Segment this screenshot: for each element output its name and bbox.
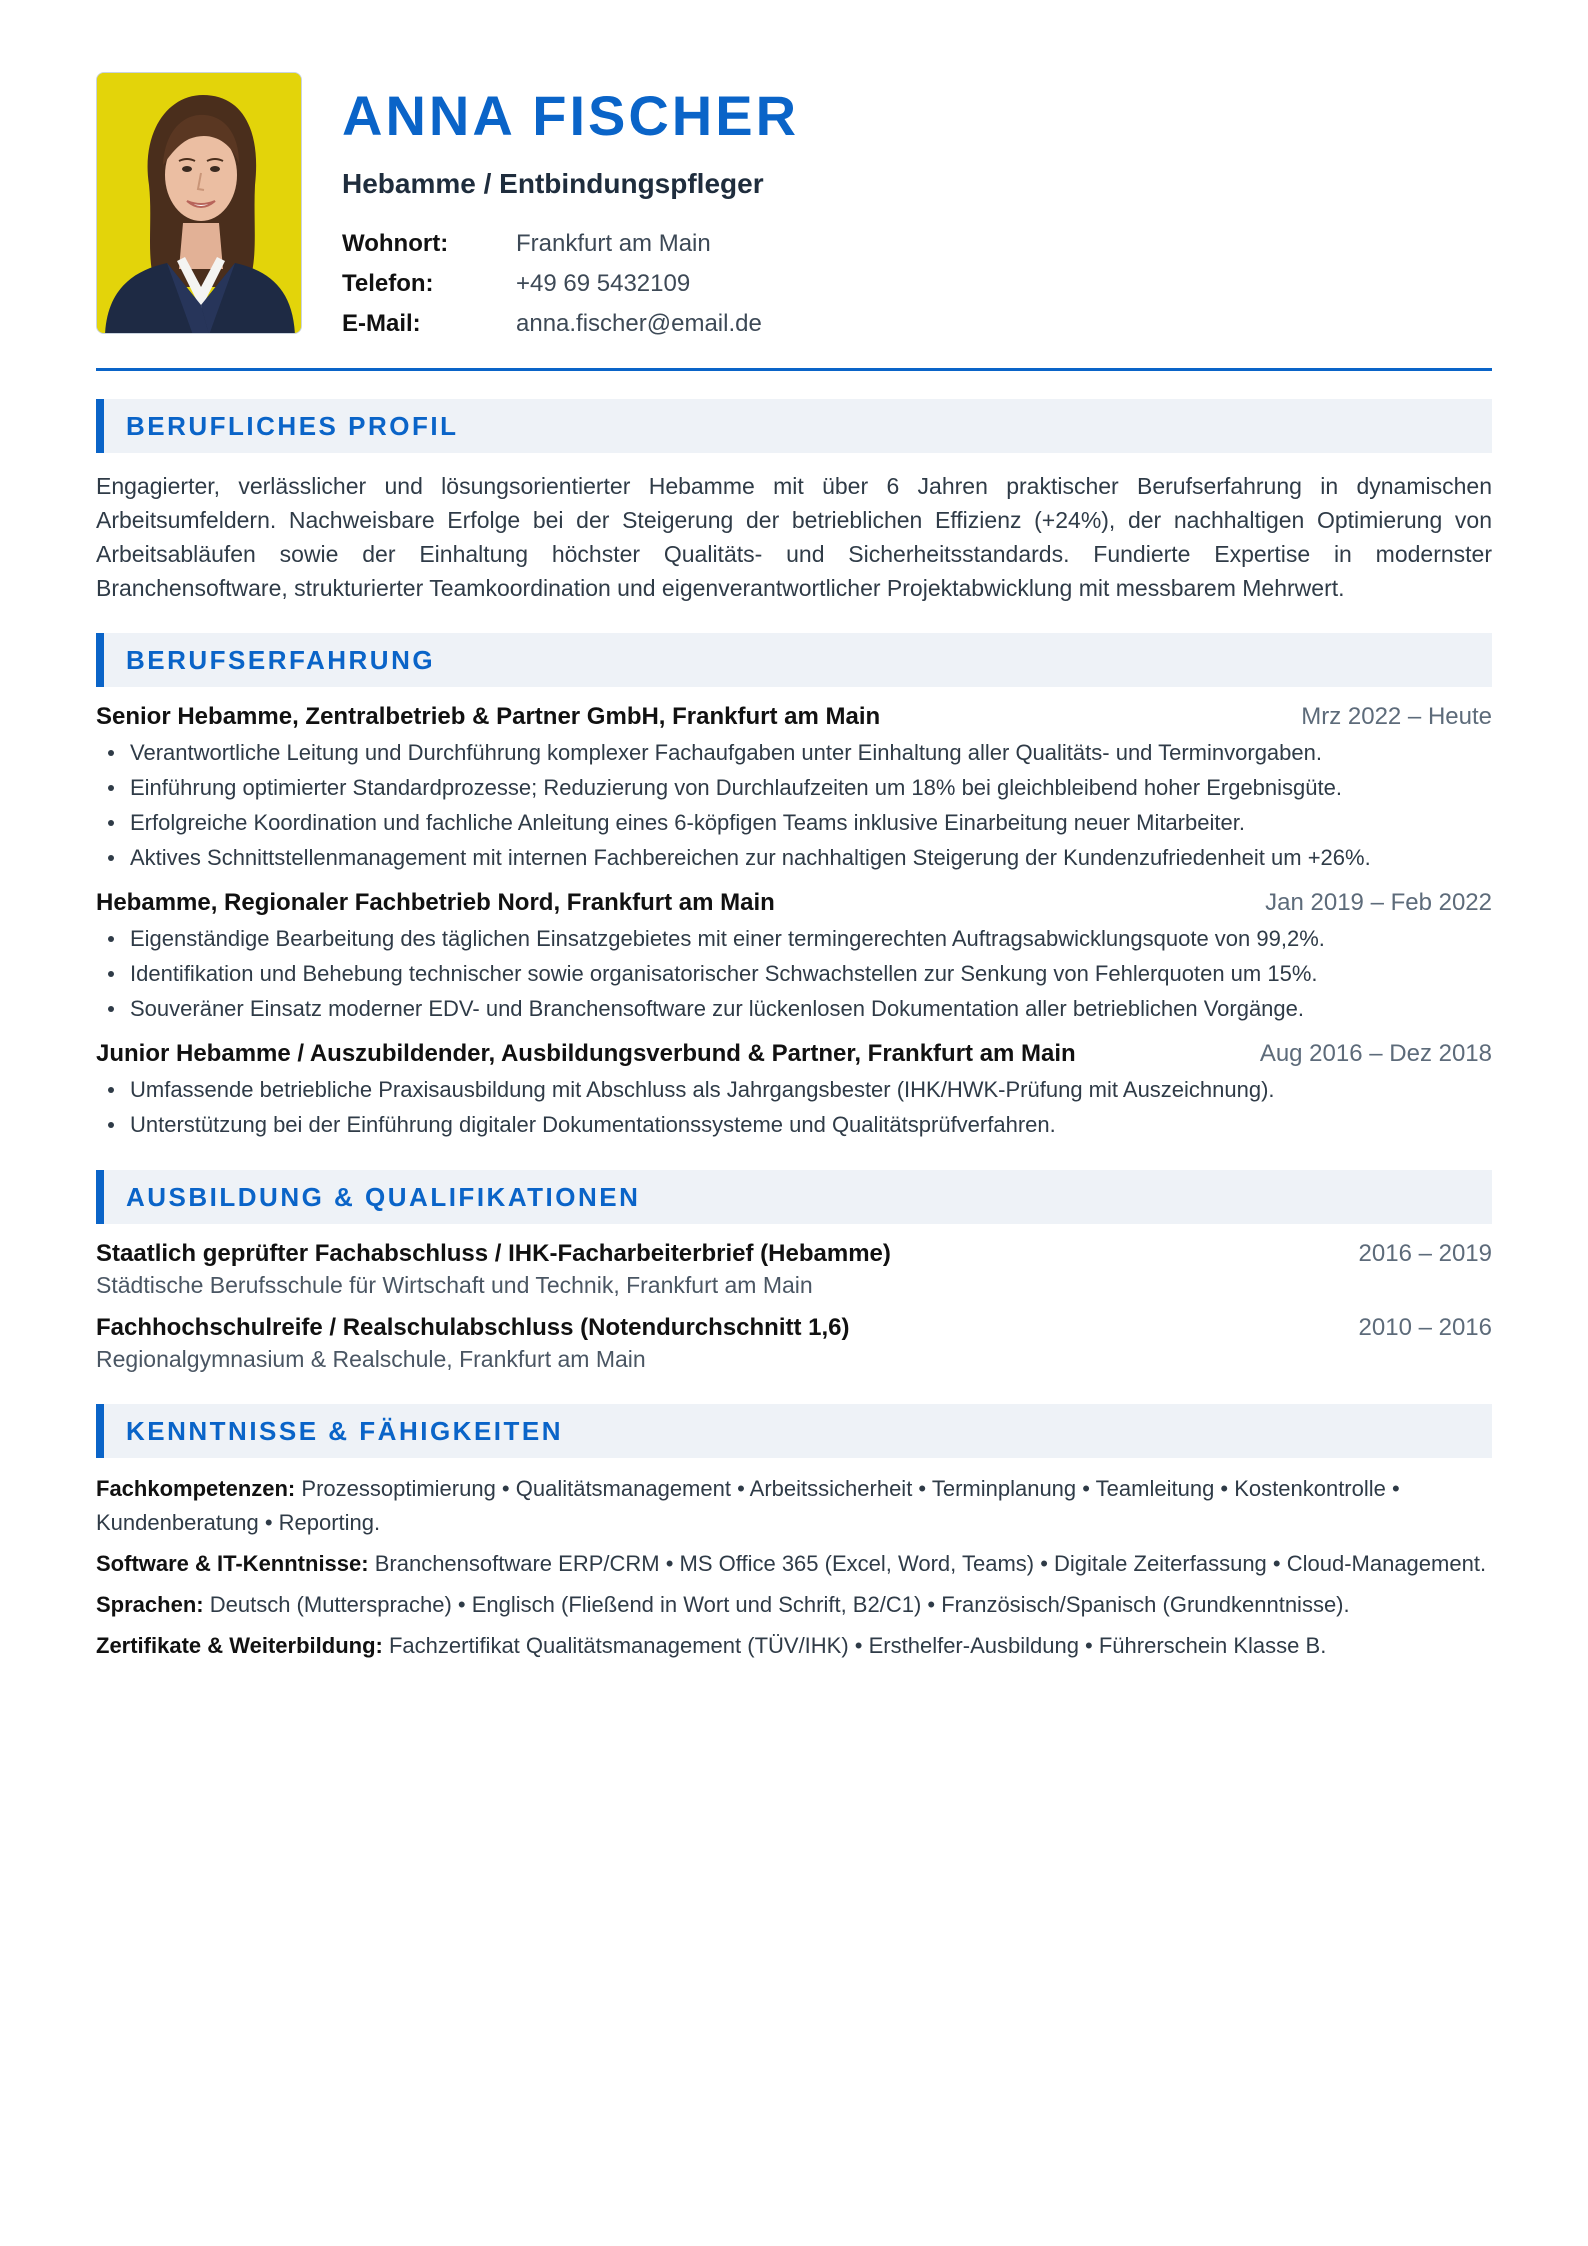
skills-list [96, 1472, 1492, 1663]
job-header [96, 703, 1492, 731]
job-title: Junior Hebamme / Auszubildender, Ausbildungsverbund & Partner, Frankfurt am Main [96, 1040, 1076, 1067]
section-header-profile [96, 399, 1492, 453]
job-dates: Jan 2019 – Feb 2022 [1265, 889, 1492, 916]
contact-phone [342, 264, 799, 304]
skill-text: Deutsch (Muttersprache) • Englisch (Fließend in Wort und Schrift, B2/C1) • Französisch/Spanisch (Grundkenntnisse). [209, 1592, 1350, 1617]
skill-line [96, 1472, 1492, 1540]
skill-label: Sprachen: [96, 1592, 204, 1617]
header-info [342, 72, 799, 344]
education-entry [96, 1240, 1492, 1302]
contact-label: Telefon: [342, 270, 434, 297]
skill-label: Software & IT-Kenntnisse: [96, 1551, 369, 1576]
section-title: KENNTNISSE & FÄHIGKEITEN [126, 1415, 564, 1446]
job-header [96, 1040, 1492, 1068]
section-title: AUSBILDUNG & QUALIFIKATIONEN [126, 1181, 641, 1212]
section-header-skills [96, 1404, 1492, 1458]
contact-value: +49 69 5432109 [516, 270, 691, 297]
education-header [96, 1314, 1492, 1342]
profile-photo [96, 72, 302, 334]
job-title: Hebamme, Regionaler Fachbetrieb Nord, Frankfurt am Main [96, 889, 775, 916]
contact-list [342, 224, 799, 344]
section-header-education [96, 1170, 1492, 1224]
job-entry [96, 1040, 1492, 1142]
resume-header [96, 72, 1492, 344]
job-dates: Mrz 2022 – Heute [1301, 703, 1492, 730]
section-header-experience [96, 633, 1492, 687]
portrait-illustration [97, 73, 302, 334]
job-bullets [96, 1072, 1492, 1142]
skill-line [96, 1588, 1492, 1622]
candidate-name: ANNA FISCHER [342, 84, 800, 147]
skill-text: Branchensoftware ERP/CRM • MS Office 365 (Excel, Word, Teams) • Digitale Zeiterfassung • Cloud-Management. [374, 1551, 1487, 1576]
job-dates: Aug 2016 – Dez 2018 [1259, 1040, 1492, 1067]
contact-value: anna.fischer@email.de [516, 310, 762, 337]
contact-label: Wohnort: [342, 230, 449, 257]
candidate-title: Hebamme / Entbindungspfleger [342, 168, 764, 199]
job-entry [96, 703, 1492, 875]
job-entry [96, 889, 1492, 1026]
education-entry [96, 1314, 1492, 1376]
job-bullet: Unterstützung bei der Einführung digitaler Dokumentationssysteme und Qualitätsprüfverfahren. [96, 1107, 1492, 1142]
section-title: BERUFSERFAHRUNG [126, 644, 436, 675]
education-dates: 2016 – 2019 [1358, 1240, 1492, 1267]
job-bullet: Souveräner Einsatz moderner EDV- und Branchensoftware zur lückenlosen Dokumentation aller betrieblichen Vorgänge. [96, 991, 1492, 1026]
section-title: BERUFLICHES PROFIL [126, 410, 459, 441]
job-bullet: Aktives Schnittstellenmanagement mit internen Fachbereichen zur nachhaltigen Steigerung der Kundenzufriedenheit um +26%. [96, 840, 1492, 875]
education-school: Regionalgymnasium & Realschule, Frankfurt am Main [96, 1346, 646, 1372]
skill-text: Prozessoptimierung • Qualitätsmanagement • Arbeitssicherheit • Terminplanung • Teamleitung • Kostenkontrolle • Kundenberatung • Reporting. [96, 1476, 1400, 1535]
job-header [96, 889, 1492, 917]
contact-email [342, 304, 799, 344]
contact-residence [342, 224, 799, 264]
job-bullets [96, 735, 1492, 875]
header-divider [96, 368, 1492, 371]
skill-line [96, 1547, 1492, 1581]
job-bullets [96, 921, 1492, 1026]
skill-line [96, 1629, 1492, 1663]
education-degree: Staatlich geprüfter Fachabschluss / IHK-Facharbeiterbrief (Hebamme) [96, 1240, 891, 1267]
education-degree: Fachhochschulreife / Realschulabschluss (Notendurchschnitt 1,6) [96, 1314, 850, 1341]
job-bullet: Umfassende betriebliche Praxisausbildung mit Abschluss als Jahrgangsbester (IHK/HWK-Prüfung mit Auszeichnung). [96, 1072, 1492, 1107]
skill-label: Fachkompetenzen: [96, 1476, 296, 1501]
job-bullet: Erfolgreiche Koordination und fachliche Anleitung eines 6-köpfigen Teams inklusive Einarbeitung neuer Mitarbeiter. [96, 805, 1492, 840]
experience-list [96, 703, 1492, 1142]
contact-value: Frankfurt am Main [516, 230, 711, 257]
job-bullet: Einführung optimierter Standardprozesse; Reduzierung von Durchlaufzeiten um 18% bei gleichbleibend hoher Ergebnisgüte. [96, 770, 1492, 805]
skill-label: Zertifikate & Weiterbildung: [96, 1633, 383, 1658]
job-bullet: Verantwortliche Leitung und Durchführung komplexer Fachaufgaben unter Einhaltung aller Qualitäts- und Terminvorgaben. [96, 735, 1492, 770]
profile-text: Engagierter, verlässlicher und lösungsorientierter Hebamme mit über 6 Jahren praktischer Berufserfahrung in dynamischen Arbeitsumfeldern. Nachweisbare Erfolge bei der Steigerung der betrieblichen Effizienz (+24%), der nachhaltigen Optimierung von Arbeitsabläufen sowie der Einhaltung höchster Qualitäts- und Sicherheitsstandards. Fundierte Expertise in modernster Branchensoftware, strukturierter Teamkoordination und eigenverantwortlicher Projektabwicklung mit messbarem Mehrwert. [96, 473, 1492, 601]
job-bullet: Identifikation und Behebung technischer sowie organisatorischer Schwachstellen zur Senkung von Fehlerquoten um 15%. [96, 956, 1492, 991]
education-dates: 2010 – 2016 [1358, 1314, 1492, 1341]
education-school: Städtische Berufsschule für Wirtschaft und Technik, Frankfurt am Main [96, 1272, 813, 1298]
education-header [96, 1240, 1492, 1268]
skill-text: Fachzertifikat Qualitätsmanagement (TÜV/IHK) • Ersthelfer-Ausbildung • Führerschein Klasse B. [388, 1633, 1327, 1658]
job-title: Senior Hebamme, Zentralbetrieb & Partner GmbH, Frankfurt am Main [96, 703, 881, 730]
education-list [96, 1240, 1492, 1376]
contact-label: E-Mail: [342, 310, 421, 337]
job-bullet: Eigenständige Bearbeitung des täglichen Einsatzgebietes mit einer termingerechten Auftragsabwicklungsquote von 99,2%. [96, 921, 1492, 956]
